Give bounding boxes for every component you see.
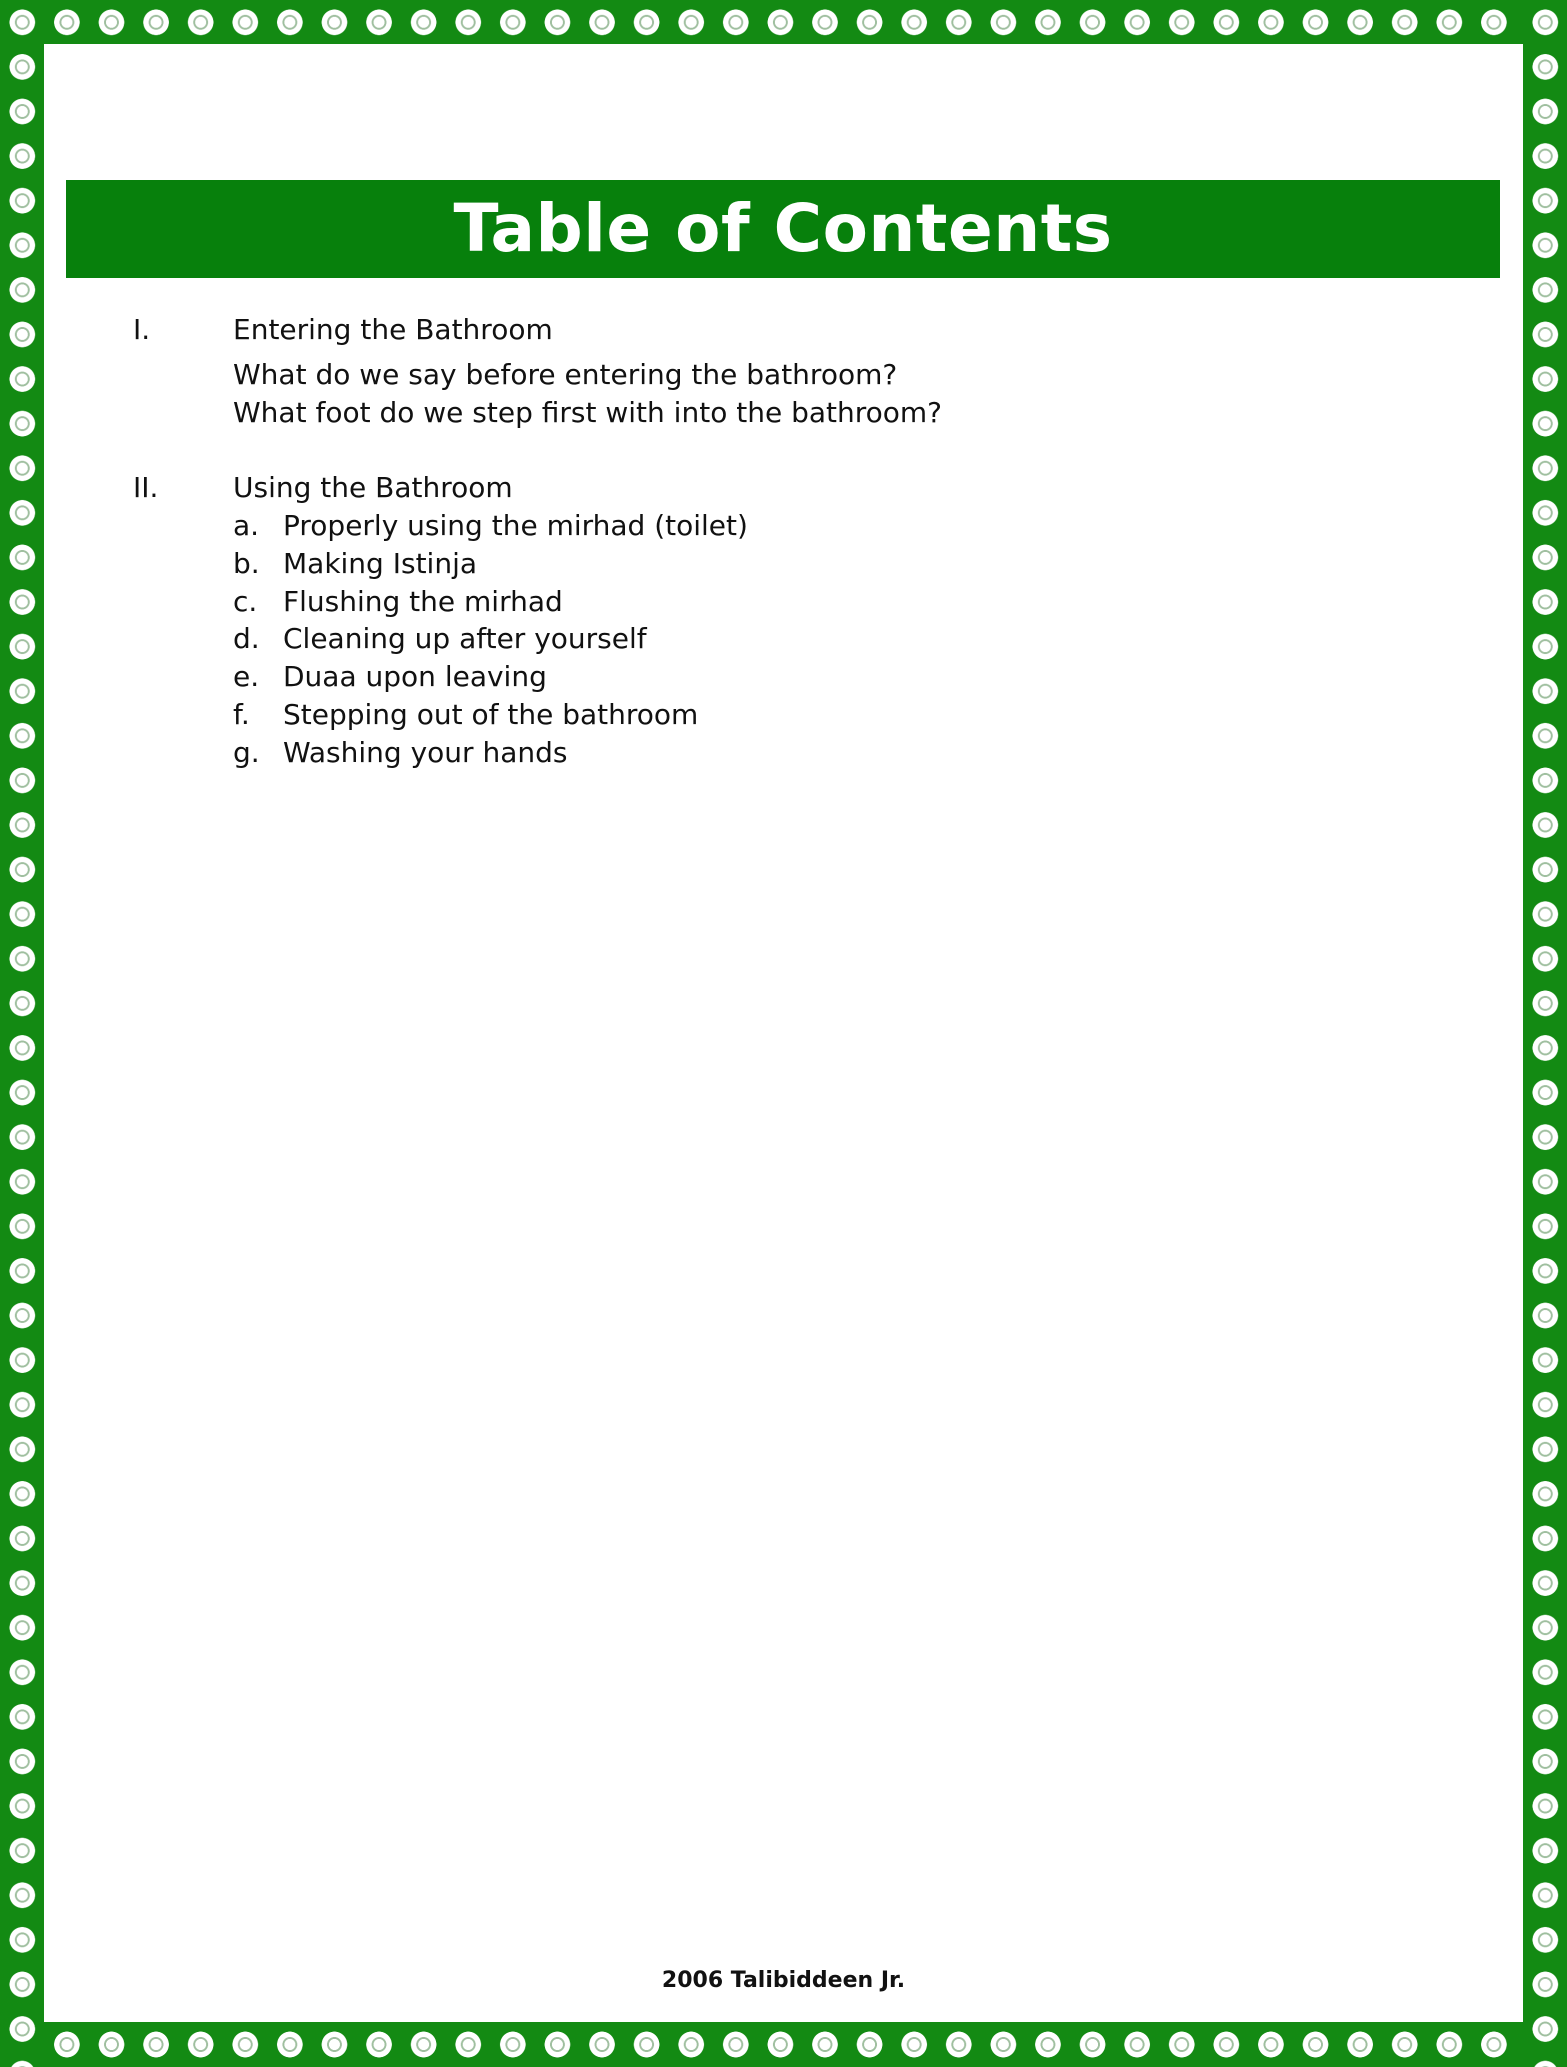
list-item: Cleaning up after yourself <box>283 622 647 655</box>
decorative-border-top <box>0 0 1567 44</box>
list-item: Flushing the mirhad <box>283 585 563 618</box>
list-item-letter: d. <box>233 622 260 655</box>
list-item-letter: a. <box>233 509 260 542</box>
decorative-border-left <box>0 0 44 2067</box>
section-numeral: II. <box>133 471 159 504</box>
section-heading: Using the Bathroom <box>233 471 513 504</box>
list-item: Properly using the mirhad (toilet) <box>283 509 748 542</box>
list-item: Duaa upon leaving <box>283 660 547 693</box>
list-item-letter: f. <box>233 698 250 731</box>
list-item-letter: c. <box>233 585 258 618</box>
decorative-border-bottom <box>0 2022 1567 2067</box>
section-line: What foot do we step first with into the bathroom? <box>233 396 943 429</box>
list-item: Stepping out of the bathroom <box>283 698 699 731</box>
section-line: What do we say before entering the bathroom? <box>233 358 898 391</box>
list-item-letter: e. <box>233 660 260 693</box>
footer-copyright: 2006 Talibiddeen Jr. <box>661 1968 906 1993</box>
list-item: Making Istinja <box>283 547 478 580</box>
decorative-border-right <box>1523 0 1567 2067</box>
list-item-letter: g. <box>233 736 260 769</box>
section-heading: Entering the Bathroom <box>233 313 553 346</box>
section-numeral: I. <box>133 313 151 346</box>
page-title: Table of Contents <box>66 180 1500 278</box>
list-item-letter: b. <box>233 547 260 580</box>
list-item: Washing your hands <box>283 736 568 769</box>
